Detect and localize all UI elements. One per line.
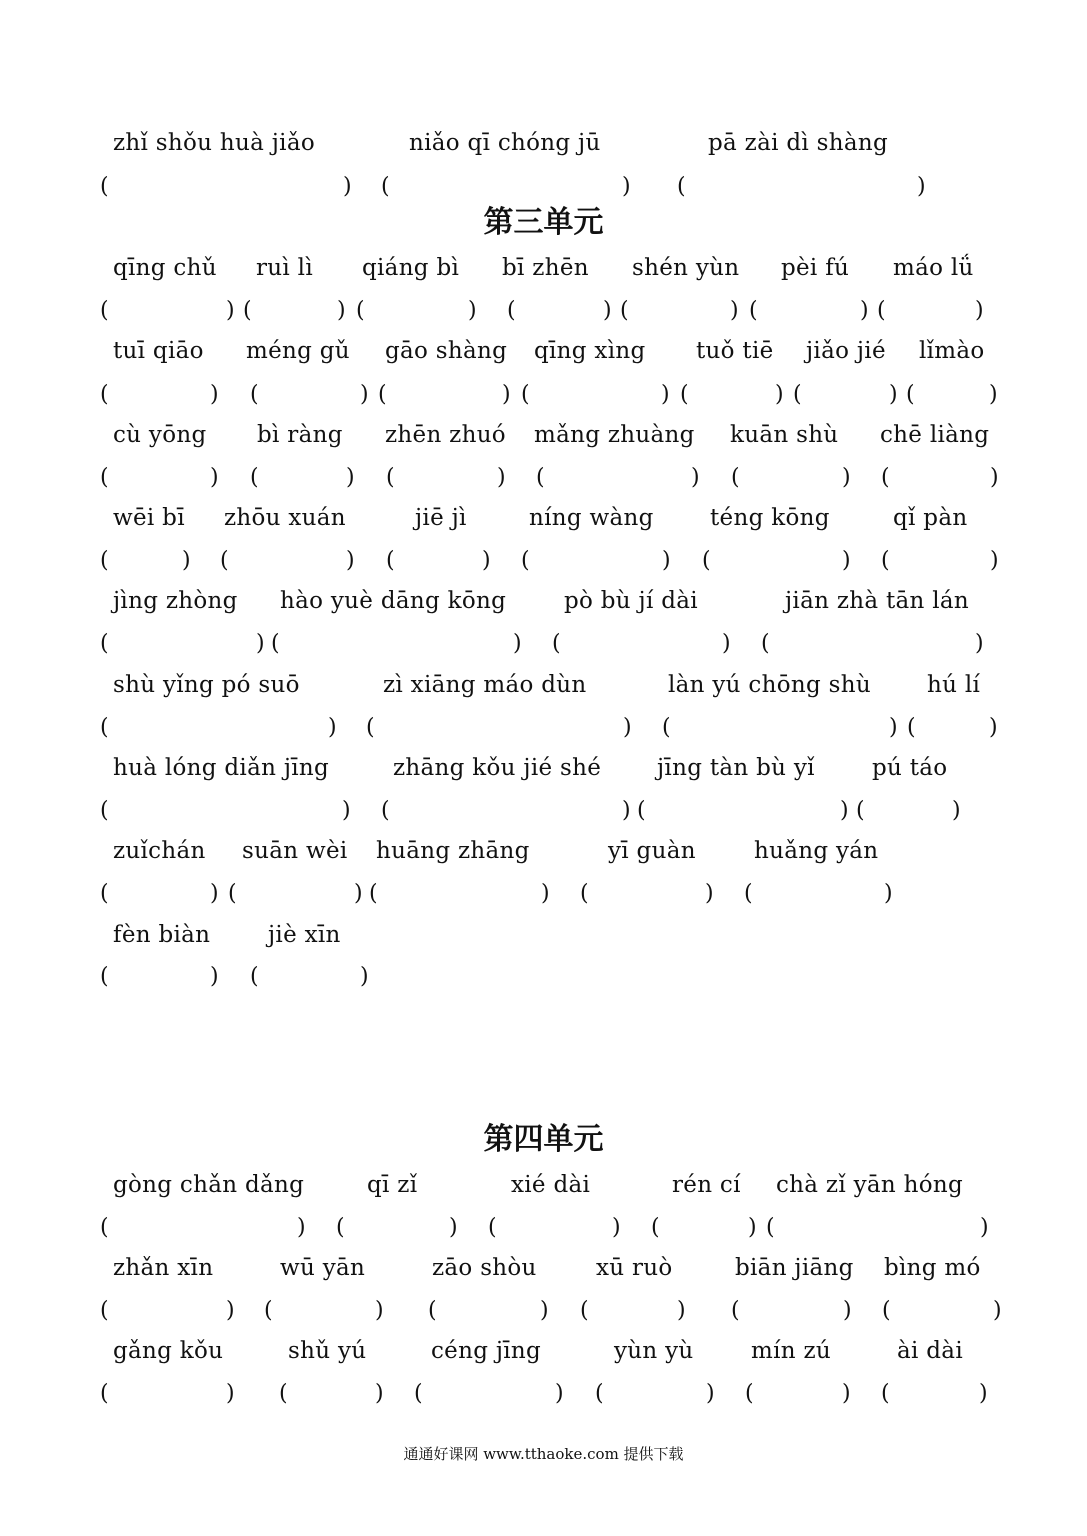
answer-blank-close: )	[842, 548, 851, 573]
pinyin-word: mǎng zhuàng	[534, 422, 695, 448]
answer-blank-close: )	[975, 631, 984, 656]
answer-blank-close: )	[722, 631, 731, 656]
answer-blank-close: )	[860, 298, 869, 323]
answer-blank-close: )	[691, 465, 700, 490]
answer-blank-close: )	[449, 1215, 458, 1240]
answer-blank-close: )	[354, 881, 363, 906]
pinyin-word: ruì lì	[256, 255, 313, 281]
pinyin-word: xié dài	[511, 1172, 591, 1198]
pinyin-word: zhǐ shǒu huà jiǎo	[113, 130, 315, 156]
pinyin-word: xū ruò	[596, 1255, 673, 1281]
answer-blank-close: )	[748, 1215, 757, 1240]
answer-blank-open[interactable]: (	[907, 715, 916, 740]
answer-blank-close: )	[482, 548, 491, 573]
pinyin-word: pò bù jí dài	[564, 588, 698, 614]
pinyin-word: gāo shàng	[385, 338, 508, 364]
answer-blank-open[interactable]: (	[877, 298, 886, 323]
pinyin-word: jīng tàn bù yǐ	[657, 755, 815, 781]
pinyin-row	[0, 420, 1087, 456]
pinyin-row	[0, 586, 1087, 622]
answer-blank-close: )	[256, 631, 265, 656]
pinyin-word: hú lí	[927, 672, 981, 698]
answer-blanks-row	[0, 463, 1087, 497]
pinyin-word: mín zú	[751, 1338, 832, 1364]
pinyin-word: làn yú chōng shù	[668, 672, 871, 698]
pinyin-word: jiē jì	[415, 505, 467, 531]
answer-blank-open[interactable]: (	[766, 1215, 775, 1240]
pinyin-word: chà zǐ yān hóng	[776, 1172, 964, 1198]
pinyin-word: shǔ yú	[288, 1338, 367, 1364]
answer-blank-close: )	[513, 631, 522, 656]
answer-blank-open[interactable]: (	[100, 964, 109, 989]
answer-blank-open[interactable]: (	[761, 631, 770, 656]
answer-blank-open[interactable]: (	[228, 881, 237, 906]
answer-blank-open[interactable]: (	[100, 465, 109, 490]
pinyin-word: téng kōng	[710, 505, 830, 531]
answer-blank-open[interactable]: (	[250, 964, 259, 989]
answer-blank-close: )	[889, 715, 898, 740]
answer-blank-open[interactable]: (	[264, 1298, 273, 1323]
pinyin-word: gǎng kǒu	[113, 1338, 224, 1364]
pinyin-word: bī zhēn	[502, 255, 589, 281]
answer-blank-open[interactable]: (	[100, 715, 109, 740]
answer-blank-close: )	[226, 1298, 235, 1323]
answer-blank-open[interactable]: (	[428, 1298, 437, 1323]
answer-blank-open[interactable]: (	[100, 298, 109, 323]
answer-blank-close: )	[952, 798, 961, 823]
pinyin-word: tuǒ tiē	[696, 338, 774, 364]
answer-blank-open[interactable]: (	[336, 1215, 345, 1240]
answer-blank-close: )	[226, 1381, 235, 1406]
pinyin-word: gòng chǎn dǎng	[113, 1172, 305, 1198]
pinyin-word: tuī qiāo	[113, 338, 204, 364]
pinyin-word: pú táo	[872, 755, 948, 781]
pinyin-row	[0, 1253, 1087, 1289]
answer-blank-open[interactable]: (	[881, 1381, 890, 1406]
answer-blank-close: )	[677, 1298, 686, 1323]
pinyin-word: méng gǔ	[246, 338, 350, 364]
pinyin-word: níng wàng	[529, 505, 654, 531]
pinyin-word: jiǎo jié	[806, 338, 886, 364]
answer-blank-close: )	[337, 298, 346, 323]
answer-blank-close: )	[226, 298, 235, 323]
answer-blank-open[interactable]: (	[100, 548, 109, 573]
answer-blank-open[interactable]: (	[745, 1381, 754, 1406]
answer-blank-close: )	[360, 964, 369, 989]
answer-blank-close: )	[346, 548, 355, 573]
answer-blank-close: )	[980, 1215, 989, 1240]
pinyin-row	[0, 1336, 1087, 1372]
pinyin-word: lǐmào	[919, 338, 985, 364]
answer-blank-close: )	[622, 798, 631, 823]
answer-blank-open[interactable]: (	[881, 465, 890, 490]
answer-blank-close: )	[603, 298, 612, 323]
pinyin-word: qī zǐ	[367, 1172, 418, 1198]
pinyin-word: jiān zhà tān lán	[785, 588, 970, 614]
pinyin-word: pèi fú	[781, 255, 850, 281]
answer-blank-close: )	[360, 382, 369, 407]
answer-blanks-row	[0, 380, 1087, 414]
answer-blanks-row	[0, 1296, 1087, 1330]
answer-blank-open[interactable]: (	[100, 631, 109, 656]
answer-blank-close: )	[842, 1381, 851, 1406]
pinyin-word: pā zài dì shàng	[708, 130, 888, 156]
pinyin-word: zì xiāng máo dùn	[383, 672, 587, 698]
pinyin-word: kuān shù	[730, 422, 839, 448]
answer-blank-close: )	[328, 715, 337, 740]
pinyin-word: huà lóng diǎn jīng	[113, 755, 330, 781]
pinyin-word: jiè xīn	[268, 922, 341, 948]
pinyin-row	[0, 670, 1087, 706]
pinyin-word: hào yuè dāng kōng	[280, 588, 507, 614]
pinyin-word: wū yān	[280, 1255, 366, 1281]
answer-blank-close: )	[297, 1215, 306, 1240]
answer-blank-open[interactable]: (	[100, 1298, 109, 1323]
answer-blank-open[interactable]: (	[882, 1298, 891, 1323]
answer-blank-close: )	[210, 465, 219, 490]
answer-blank-open[interactable]: (	[271, 631, 280, 656]
answer-blank-open[interactable]: (	[662, 715, 671, 740]
answer-blank-open[interactable]: (	[100, 798, 109, 823]
answer-blank-open[interactable]: (	[488, 1215, 497, 1240]
answer-blanks-row	[0, 1379, 1087, 1413]
pinyin-word: ài dài	[897, 1338, 963, 1364]
pinyin-word: qǐ pàn	[893, 505, 968, 531]
answer-blank-open[interactable]: (	[100, 1215, 109, 1240]
answer-blank-close: )	[705, 881, 714, 906]
answer-blank-open[interactable]: (	[386, 548, 395, 573]
answer-blank-open[interactable]: (	[881, 548, 890, 573]
answer-blanks-row	[0, 796, 1087, 830]
answer-blank-open[interactable]: (	[100, 1381, 109, 1406]
answer-blank-open[interactable]: (	[906, 382, 915, 407]
pinyin-word: shù yǐng pó suō	[113, 672, 300, 698]
answer-blank-open[interactable]: (	[552, 631, 561, 656]
answer-blank-close: )	[706, 1381, 715, 1406]
answer-blank-open[interactable]: (	[580, 881, 589, 906]
answer-blank-close: )	[540, 1298, 549, 1323]
pinyin-word: máo lǘ	[893, 255, 974, 281]
answer-blank-close: )	[343, 174, 352, 199]
footer-credit: 通通好课网 www.tthaoke.com 提供下载	[403, 1445, 684, 1463]
answer-blank-close: )	[979, 1381, 988, 1406]
answer-blank-open[interactable]: (	[381, 798, 390, 823]
pinyin-row	[0, 128, 1087, 164]
pinyin-word: shén yùn	[632, 255, 740, 281]
answer-blank-close: )	[541, 881, 550, 906]
unit-title: 第三单元	[483, 205, 604, 240]
answer-blank-open[interactable]: (	[620, 298, 629, 323]
pinyin-word: céng jīng	[431, 1338, 542, 1364]
pinyin-word: bìng mó	[884, 1255, 981, 1281]
answer-blanks-row	[0, 172, 1087, 206]
answer-blank-close: )	[884, 881, 893, 906]
answer-blank-close: )	[989, 715, 998, 740]
answer-blank-open[interactable]: (	[580, 1298, 589, 1323]
answer-blank-open[interactable]: (	[793, 382, 802, 407]
answer-blank-close: )	[989, 382, 998, 407]
pinyin-row	[0, 1170, 1087, 1206]
answer-blank-open[interactable]: (	[680, 382, 689, 407]
pinyin-word: cù yōng	[113, 422, 207, 448]
pinyin-word: niǎo qī chóng jū	[409, 130, 601, 156]
answer-blank-close: )	[842, 465, 851, 490]
answer-blank-open[interactable]: (	[507, 298, 516, 323]
answer-blanks-row	[0, 879, 1087, 913]
answer-blank-open[interactable]: (	[749, 298, 758, 323]
answer-blank-open[interactable]: (	[100, 382, 109, 407]
pinyin-row	[0, 753, 1087, 789]
answer-blank-open[interactable]: (	[386, 465, 395, 490]
answer-blank-close: )	[662, 548, 671, 573]
answer-blank-close: )	[843, 1298, 852, 1323]
answer-blank-close: )	[917, 174, 926, 199]
answer-blank-close: )	[497, 465, 506, 490]
answer-blank-open[interactable]: (	[381, 174, 390, 199]
pinyin-word: zuǐchán	[113, 838, 206, 864]
answer-blanks-row	[0, 629, 1087, 663]
pinyin-word: rén cí	[672, 1172, 741, 1198]
answer-blank-open[interactable]: (	[369, 881, 378, 906]
pinyin-word: yī guàn	[608, 838, 696, 864]
answer-blank-open[interactable]: (	[536, 465, 545, 490]
pinyin-word: zāo shòu	[432, 1255, 537, 1281]
answer-blank-close: )	[661, 382, 670, 407]
pinyin-word: qīng xìng	[534, 338, 646, 364]
answer-blank-close: )	[993, 1298, 1002, 1323]
answer-blank-close: )	[775, 382, 784, 407]
answer-blank-close: )	[990, 465, 999, 490]
pinyin-word: qīng chǔ	[113, 255, 217, 281]
answer-blank-open[interactable]: (	[250, 382, 259, 407]
pinyin-word: suān wèi	[242, 838, 348, 864]
pinyin-row	[0, 336, 1087, 372]
pinyin-word: zhāng kǒu jié shé	[393, 755, 602, 781]
answer-blank-open[interactable]: (	[279, 1381, 288, 1406]
answer-blank-open[interactable]: (	[220, 548, 229, 573]
answer-blank-open[interactable]: (	[356, 298, 365, 323]
answer-blank-close: )	[210, 964, 219, 989]
answer-blanks-row	[0, 1213, 1087, 1247]
answer-blank-close: )	[975, 298, 984, 323]
answer-blank-open[interactable]: (	[744, 881, 753, 906]
answer-blank-close: )	[623, 715, 632, 740]
answer-blank-close: )	[889, 382, 898, 407]
unit-title: 第四单元	[483, 1122, 604, 1157]
answer-blank-open[interactable]: (	[100, 881, 109, 906]
answer-blank-open[interactable]: (	[595, 1381, 604, 1406]
answer-blank-close: )	[502, 382, 511, 407]
answer-blank-open[interactable]: (	[521, 548, 530, 573]
answer-blank-close: )	[612, 1215, 621, 1240]
answer-blank-close: )	[375, 1298, 384, 1323]
answer-blank-close: )	[840, 798, 849, 823]
pinyin-word: biān jiāng	[735, 1255, 854, 1281]
answer-blank-open[interactable]: (	[651, 1215, 660, 1240]
answer-blank-open[interactable]: (	[702, 548, 711, 573]
pinyin-word: bì ràng	[257, 422, 343, 448]
answer-blank-open[interactable]: (	[243, 298, 252, 323]
answer-blanks-row	[0, 962, 1087, 996]
answer-blank-open[interactable]: (	[521, 382, 530, 407]
answer-blank-open[interactable]: (	[731, 465, 740, 490]
pinyin-row	[0, 920, 1087, 956]
pinyin-word: zhǎn xīn	[113, 1255, 214, 1281]
answer-blank-open[interactable]: (	[378, 382, 387, 407]
answer-blank-close: )	[342, 798, 351, 823]
answer-blank-close: )	[210, 382, 219, 407]
answer-blank-open[interactable]: (	[677, 174, 686, 199]
answer-blank-close: )	[622, 174, 631, 199]
answer-blank-open[interactable]: (	[250, 465, 259, 490]
answer-blanks-row	[0, 713, 1087, 747]
pinyin-word: qiáng bì	[362, 255, 460, 281]
pinyin-word: zhōu xuán	[224, 505, 346, 531]
pinyin-word: fèn biàn	[113, 922, 211, 948]
pinyin-row	[0, 836, 1087, 872]
answer-blank-close: )	[555, 1381, 564, 1406]
pinyin-word: chē liàng	[880, 422, 990, 448]
answer-blank-open[interactable]: (	[637, 798, 646, 823]
pinyin-word: huāng zhāng	[376, 838, 530, 864]
answer-blank-open[interactable]: (	[731, 1298, 740, 1323]
answer-blank-open[interactable]: (	[856, 798, 865, 823]
answer-blank-open[interactable]: (	[100, 174, 109, 199]
pinyin-row	[0, 253, 1087, 289]
answer-blank-close: )	[346, 465, 355, 490]
answer-blank-close: )	[182, 548, 191, 573]
answer-blank-close: )	[730, 298, 739, 323]
answer-blank-close: )	[210, 881, 219, 906]
pinyin-word: jìng zhòng	[113, 588, 238, 614]
pinyin-word: wēi bī	[113, 505, 185, 531]
answer-blank-open[interactable]: (	[414, 1381, 423, 1406]
answer-blank-open[interactable]: (	[366, 715, 375, 740]
pinyin-row	[0, 503, 1087, 539]
answer-blank-close: )	[468, 298, 477, 323]
pinyin-word: huǎng yán	[754, 838, 879, 864]
pinyin-word: zhēn zhuó	[385, 422, 506, 448]
pinyin-word: yùn yù	[614, 1338, 694, 1364]
answer-blanks-row	[0, 546, 1087, 580]
answer-blank-close: )	[990, 548, 999, 573]
answer-blank-close: )	[375, 1381, 384, 1406]
answer-blanks-row	[0, 296, 1087, 330]
